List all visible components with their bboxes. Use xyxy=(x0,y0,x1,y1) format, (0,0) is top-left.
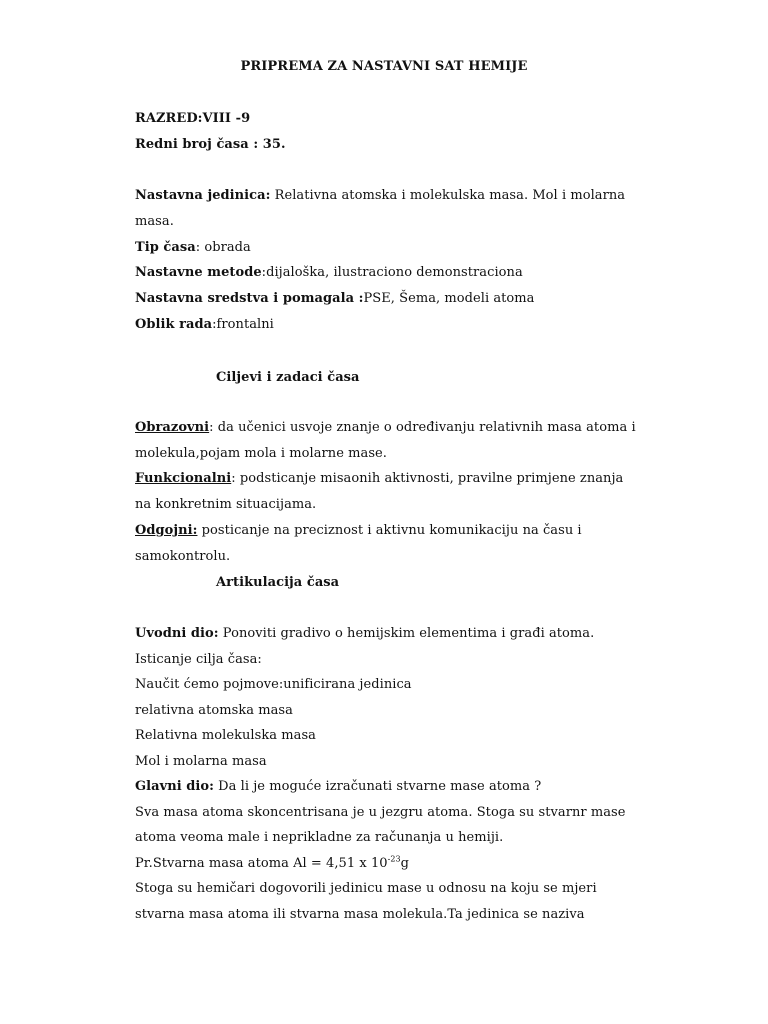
tip-casa-line xyxy=(135,239,655,257)
uvodni-dio-line xyxy=(135,625,655,643)
isticanje-line: Isticanje cilja časa: xyxy=(135,652,262,667)
nastavne-metode-line xyxy=(135,264,655,282)
artikulacija-heading: Artikulacija časa xyxy=(216,575,340,590)
paragraph-1-line-2: atoma veoma male i neprikladne za računanja u hemiji. xyxy=(135,830,504,845)
glavni-dio-line xyxy=(135,778,655,796)
nastavne-metode-value: :dijaloška, ilustraciono demonstraciona xyxy=(261,265,523,280)
oblik-rada-value: :frontalni xyxy=(212,317,274,332)
nastavna-jedinica-label: Nastavna jedinica: xyxy=(135,188,271,203)
tip-casa-label: Tip časa xyxy=(135,240,196,255)
glavni-dio-label: Glavni dio: xyxy=(135,779,214,794)
glavni-dio-value: Da li je moguće izračunati stvarne mase atoma ? xyxy=(213,779,542,794)
pojam-relativna-atomska: relativna atomska masa xyxy=(135,703,293,718)
nastavne-metode-label: Nastavne metode xyxy=(135,265,262,280)
uvodni-dio-value: Ponoviti gradivo o hemijskim elementima i građi atoma. xyxy=(218,626,595,641)
redni-broj-line: Redni broj časa : 35. xyxy=(135,137,286,152)
nastavna-jedinica-line xyxy=(135,187,655,205)
obrazovni-cont: molekula,pojam mola i molarne mase. xyxy=(135,446,387,461)
paragraph-2-line-2: stvarna masa atoma ili stvarna masa molekula.Ta jedinica se naziva xyxy=(135,907,585,922)
nastavna-jedinica-cont: masa. xyxy=(135,214,174,229)
funkcionalni-line xyxy=(135,470,655,488)
funkcionalni-cont: na konkretnim situacijama. xyxy=(135,497,317,512)
uvodni-dio-label: Uvodni dio: xyxy=(135,626,219,641)
odgojni-cont: samokontrolu. xyxy=(135,549,231,564)
funkcionalni-label: Funkcionalni xyxy=(135,471,232,486)
document-title: PRIPREMA ZA NASTAVNI SAT HEMIJE xyxy=(240,59,528,74)
ciljevi-heading: Ciljevi i zadaci časa xyxy=(216,370,360,385)
nastavna-jedinica-value: Relativna atomska i molekulska masa. Mol i molarna xyxy=(270,188,626,203)
naucit-line: Naučit ćemo pojmove:unificirana jedinica xyxy=(135,677,412,692)
paragraph-2-line-1: Stoga su hemičari dogovorili jedinicu mase u odnosu na koju se mjeri xyxy=(135,881,597,896)
obrazovni-label: Obrazovni xyxy=(135,420,210,435)
primjer-suffix: g xyxy=(400,856,410,871)
tip-casa-value: : obrada xyxy=(195,240,251,255)
primjer-line xyxy=(135,855,655,873)
pojam-relativna-molekulska: Relativna molekulska masa xyxy=(135,728,316,743)
nastavna-sredstva-line xyxy=(135,290,655,308)
obrazovni-line xyxy=(135,419,655,437)
paragraph-1-line-1: Sva masa atoma skoncentrisana je u jezgru atoma. Stoga su stvarnr mase xyxy=(135,805,626,820)
odgojni-value: posticanje na preciznost i aktivnu komunikaciju na času i xyxy=(197,523,582,538)
odgojni-label: Odgojni: xyxy=(135,523,198,538)
oblik-rada-line xyxy=(135,316,655,334)
nastavna-sredstva-value: PSE, Šema, modeli atoma xyxy=(363,291,535,306)
primjer-prefix: Pr.Stvarna masa atoma Al = 4,51 x 10 xyxy=(135,856,388,871)
nastavna-sredstva-label: Nastavna sredstva i pomagala : xyxy=(135,291,364,306)
funkcionalni-value: : podsticanje misaonih aktivnosti, pravilne primjene znanja xyxy=(231,471,624,486)
primjer-exponent: -23 xyxy=(387,854,401,864)
pojam-mol-molarna: Mol i molarna masa xyxy=(135,754,267,769)
oblik-rada-label: Oblik rada xyxy=(135,317,213,332)
razred-line: RAZRED:VIII -9 xyxy=(135,111,251,126)
odgojni-line xyxy=(135,522,655,540)
obrazovni-value: : da učenici usvoje znanje o određivanju relativnih masa atoma i xyxy=(209,420,636,435)
